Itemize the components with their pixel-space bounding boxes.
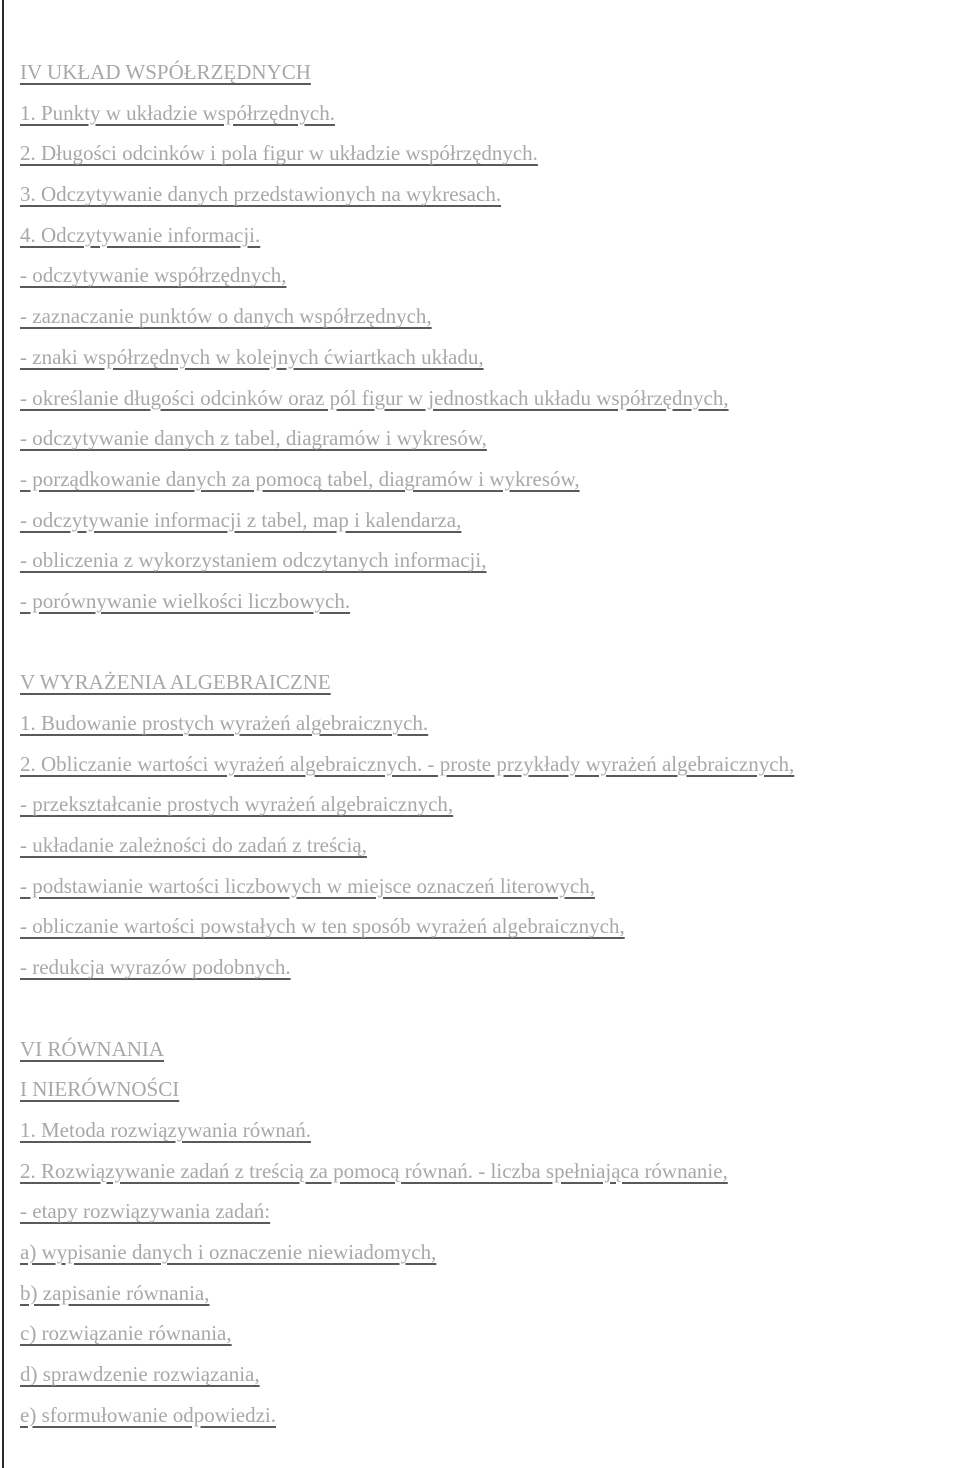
bullet-item[interactable]: - przekształcanie prostych wyrażeń algebraicznych, xyxy=(20,792,454,817)
bullet-item[interactable]: - odczytywanie współrzędnych, xyxy=(20,263,287,288)
bullet-item[interactable]: - podstawianie wartości liczbowych w miejsce oznaczeń literowych, xyxy=(20,873,595,898)
topic-item[interactable]: 1. Budowanie prostych wyrażeń algebraicznych. xyxy=(20,711,429,735)
section-algebraic-expressions xyxy=(20,662,956,988)
bullet-item[interactable]: - znaki współrzędnych w kolejnych ćwiartkach układu, xyxy=(20,344,484,369)
document-body xyxy=(20,52,956,1435)
step-item[interactable]: d) sprawdzenie rozwiązania, xyxy=(20,1362,260,1386)
bullet-item[interactable]: - redukcja wyrazów podobnych. xyxy=(20,955,291,980)
bullet-item[interactable]: - odczytywanie informacji z tabel, map i kalendarza, xyxy=(20,507,462,532)
topic-item[interactable]: 1. Punkty w układzie współrzędnych. xyxy=(20,100,335,125)
topic-item[interactable]: 2. Rozwiązywanie zadań z treścią za pomocą równań. - liczba spełniająca równanie, xyxy=(20,1158,728,1183)
section-coordinate-system xyxy=(20,52,956,622)
step-item[interactable]: b) zapisanie równania, xyxy=(20,1280,210,1305)
bullet-item[interactable]: - obliczanie wartości powstałych w ten sposób wyrażeń algebraicznych, xyxy=(20,914,625,939)
bullet-item[interactable]: - obliczenia z wykorzystaniem odczytanych informacji, xyxy=(20,548,487,573)
bullet-item[interactable]: - określanie długości odcinków oraz pól figur w jednostkach układu współrzędnych, xyxy=(20,385,729,410)
bullet-item[interactable]: - etapy rozwiązywania zadań: xyxy=(20,1199,271,1224)
bullet-item[interactable]: - układanie zależności do zadań z treścią, xyxy=(20,833,367,858)
bullet-item[interactable]: - porównywanie wielkości liczbowych. xyxy=(20,588,351,613)
step-item[interactable]: e) sformułowanie odpowiedzi. xyxy=(20,1402,277,1427)
topic-item[interactable]: 2. Długości odcinków i pola figur w układzie współrzędnych. xyxy=(20,141,538,166)
topic-item[interactable]: 1. Metoda rozwiązywania równań. xyxy=(20,1117,311,1142)
topic-item[interactable]: 3. Odczytywanie danych przedstawionych na wykresach. xyxy=(20,182,502,207)
topic-item[interactable]: 2. Obliczanie wartości wyrażeń algebraicznych. - proste przykłady wyrażeń algebraicznych, xyxy=(20,751,795,776)
section-heading[interactable]: I NIERÓWNOŚCI xyxy=(20,1077,180,1102)
topic-item[interactable]: 4. Odczytywanie informacji. xyxy=(20,222,261,247)
section-equations-inequalities xyxy=(20,1029,956,1436)
step-item[interactable]: c) rozwiązanie równania, xyxy=(20,1321,232,1346)
section-heading[interactable]: VI RÓWNANIA xyxy=(20,1036,165,1061)
step-item[interactable]: a) wypisanie danych i oznaczenie niewiadomych, xyxy=(20,1239,437,1264)
section-heading[interactable]: IV UKŁAD WSPÓŁRZĘDNYCH xyxy=(20,60,311,84)
left-margin-rule xyxy=(2,0,4,1468)
bullet-item[interactable]: - odczytywanie danych z tabel, diagramów i wykresów, xyxy=(20,426,487,451)
section-heading[interactable]: V WYRAŻENIA ALGEBRAICZNE xyxy=(20,670,331,695)
bullet-item[interactable]: - zaznaczanie punktów o danych współrzędnych, xyxy=(20,304,432,329)
bullet-item[interactable]: - porządkowanie danych za pomocą tabel, diagramów i wykresów, xyxy=(20,466,580,491)
